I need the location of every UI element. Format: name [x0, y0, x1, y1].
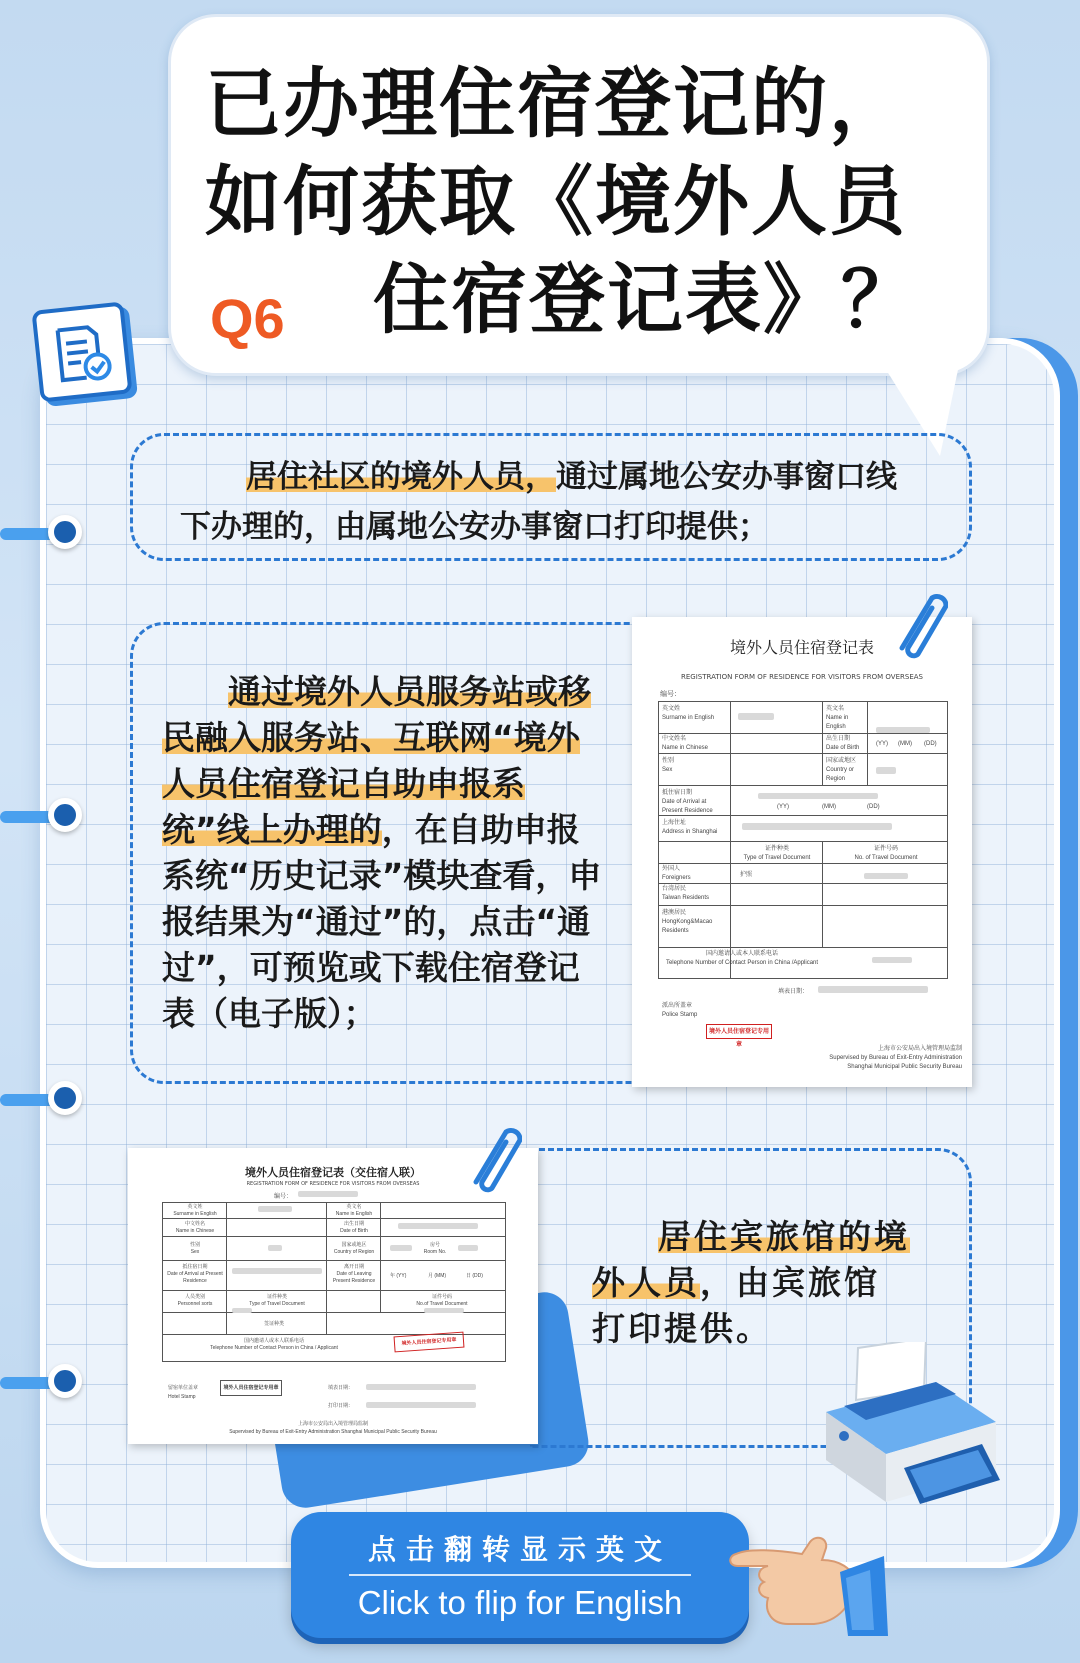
date-unit: (MM)	[822, 804, 836, 810]
form-title: 境外人员住宿登记表（交住宿人联）	[245, 1166, 421, 1179]
section-2-text	[162, 669, 602, 1037]
form-field-label: 英文姓 Surname in English	[173, 1204, 217, 1217]
form-field-label: 英文名 Name in English	[335, 1204, 373, 1217]
online-registration-form	[632, 617, 972, 1087]
question-number: Q6	[210, 287, 285, 350]
form-serial-label: 编号：	[274, 1194, 293, 1200]
fill-date-label: 填表日期：	[328, 1385, 354, 1391]
form-field-label: 性别 Sex	[662, 758, 675, 773]
headline-line-3: 住宿登记表》？	[373, 255, 919, 344]
police-stamp-label: 派出所盖章 Police Stamp	[662, 1003, 698, 1018]
paper-clip-icon	[462, 1116, 522, 1194]
headline-line-1: 已办理住宿登记的，	[205, 59, 907, 148]
form-field-label: 抵住宿日期 Date of Arrival at Present Residence	[167, 1264, 223, 1284]
form-serial-label: 编号：	[660, 691, 681, 698]
registration-stamp: 境外人员住宿登记专用章	[706, 1024, 772, 1039]
form-field-label: 证件种类 Type of Travel Document	[743, 846, 811, 861]
print-date-label: 打印日期：	[328, 1403, 354, 1409]
section-2-highlight-1: 通过境外人员服务站或移	[228, 672, 591, 711]
form-field-label: 国家或地区 Country of Region	[333, 1242, 375, 1255]
form-field-label: 英文姓 Surname in English	[662, 706, 715, 721]
date-unit: 年 (YY)	[390, 1273, 407, 1279]
section-1-text	[180, 452, 920, 552]
section-3-highlight-1: 居住宾旅馆的境外	[592, 1217, 910, 1302]
headline	[205, 55, 995, 349]
form-field-label: 国内邀请人或本人联系电话 Telephone Number of Contact Person in China /Applicant	[665, 951, 819, 966]
form-field-label: 证件种类 Type of Travel Document	[249, 1294, 305, 1307]
section-2-highlight-4: 线上办理的	[216, 810, 382, 849]
form-field-label: 房号 Room No.	[423, 1242, 447, 1255]
form-field-label: 性别 Sex	[189, 1242, 200, 1255]
date-unit: (DD)	[867, 804, 880, 810]
hotel-stamp-label: 留宿单位盖章 Hotel Stamp	[168, 1385, 199, 1400]
form-field-label: 离开日期 Date of Leaving Present Residence	[332, 1264, 376, 1284]
form-field-label: 证件号码 No.of Travel Document	[416, 1294, 468, 1307]
section-2-highlight-3: 人员住宿登记自助申报系统”	[162, 764, 525, 849]
apply-date-label: 填表日期：	[778, 989, 809, 995]
form-field-label: 港澳居民 HongKong&Macao Residents	[662, 910, 713, 934]
form-field-label: 国内邀请人或本人联系电话 Telephone Number of Contact Person in China / Applicant	[210, 1338, 338, 1351]
document-check-icon	[31, 301, 132, 402]
form-field-label: 台湾居民 Taiwan Residents	[662, 886, 710, 901]
date-unit: 月 (MM)	[428, 1273, 447, 1279]
form-footer: 上海市公安局出入境管理局监制 Supervised by Bureau of Exit-Entry Administration Shanghai Municipal Public Security Bureau	[229, 1421, 437, 1435]
form-field-label: 外国人 Foreigners	[662, 866, 691, 881]
pointing-hand-icon	[728, 1512, 888, 1642]
hotel-stamp: 境外人员住宿登记专用章	[220, 1380, 282, 1396]
section-3-highlight-2: 人员	[628, 1263, 700, 1302]
form-title: 境外人员住宿登记表	[729, 638, 874, 657]
form-field-label: 英文名 Name in English	[826, 706, 849, 730]
date-unit: (MM)	[898, 741, 912, 747]
section-2-body: ，在自助申报系统“历史记录”模块查看，申报结果为“通过”的，点击“通过”，可预览或下载住宿登记表（电子版）；	[162, 810, 602, 1033]
form-field-label: 抵住宿日期 Date of Arrival at Present Residence	[662, 790, 713, 814]
section-1-highlight: 居住社区的境外人员，	[246, 459, 556, 495]
section-3-body: ，由宾旅馆打印提供。	[592, 1263, 880, 1348]
flip-button-divider	[349, 1574, 691, 1576]
printer-icon	[786, 1342, 1006, 1512]
binder-ring	[48, 515, 82, 549]
section-3-text	[592, 1214, 912, 1352]
flip-language-button[interactable]	[291, 1512, 749, 1638]
form-subtitle: REGISTRATION FORM OF RESIDENCE FOR VISITORS FROM OVERSEAS	[246, 1181, 420, 1187]
binder-ring	[48, 798, 82, 832]
binder-ring	[48, 1364, 82, 1398]
form-subtitle: REGISTRATION FORM OF RESIDENCE FOR VISITORS FROM OVERSEAS	[681, 673, 923, 681]
section-2-highlight-2: 民融入服务站、互联网“境外	[162, 718, 580, 757]
flip-button-label-en: Click to flip for English	[357, 1584, 683, 1621]
registration-stamp: 境外人员住宿登记专用章	[394, 1332, 465, 1353]
form-field-label: 中文姓名 Name in Chinese	[175, 1221, 215, 1234]
binder-ring	[48, 1081, 82, 1115]
date-unit: (YY)	[876, 741, 888, 747]
form-field-value: 护照	[740, 872, 753, 878]
flip-button-label-cn: 点击翻转显示英文	[367, 1533, 672, 1566]
form-field-label: 出生日期 Date of Birth	[826, 736, 860, 751]
form-field-label: 中文姓名 Name in Chinese	[662, 736, 709, 751]
headline-line-2: 如何获取《境外人员	[205, 157, 907, 246]
form-field-label: 签证种类	[264, 1321, 285, 1327]
date-unit: (YY)	[777, 804, 789, 810]
form-field-label: 出生日期 Date of Birth	[340, 1221, 368, 1234]
date-unit: (DD)	[924, 741, 937, 747]
form-field-label: 证件号码 No. of Travel Document	[854, 846, 918, 861]
form-field-label: 国家或地区 Country or Region	[826, 758, 857, 782]
section-1-body: 通过属地公安办事窗口线下办理的，由属地公安办事窗口打印提供；	[180, 459, 897, 545]
date-unit: 日 (DD)	[466, 1273, 483, 1279]
form-footer: 上海市公安局出入境管理局监制 Supervised by Bureau of Exit-Entry Administration Shanghai Municipal Public Security Bureau	[829, 1046, 962, 1070]
form-field-label: 人员类别 Personnel sorts	[177, 1294, 213, 1307]
form-field-label: 上海住址 Address in Shanghai	[662, 820, 718, 835]
paper-clip-icon	[888, 582, 948, 660]
